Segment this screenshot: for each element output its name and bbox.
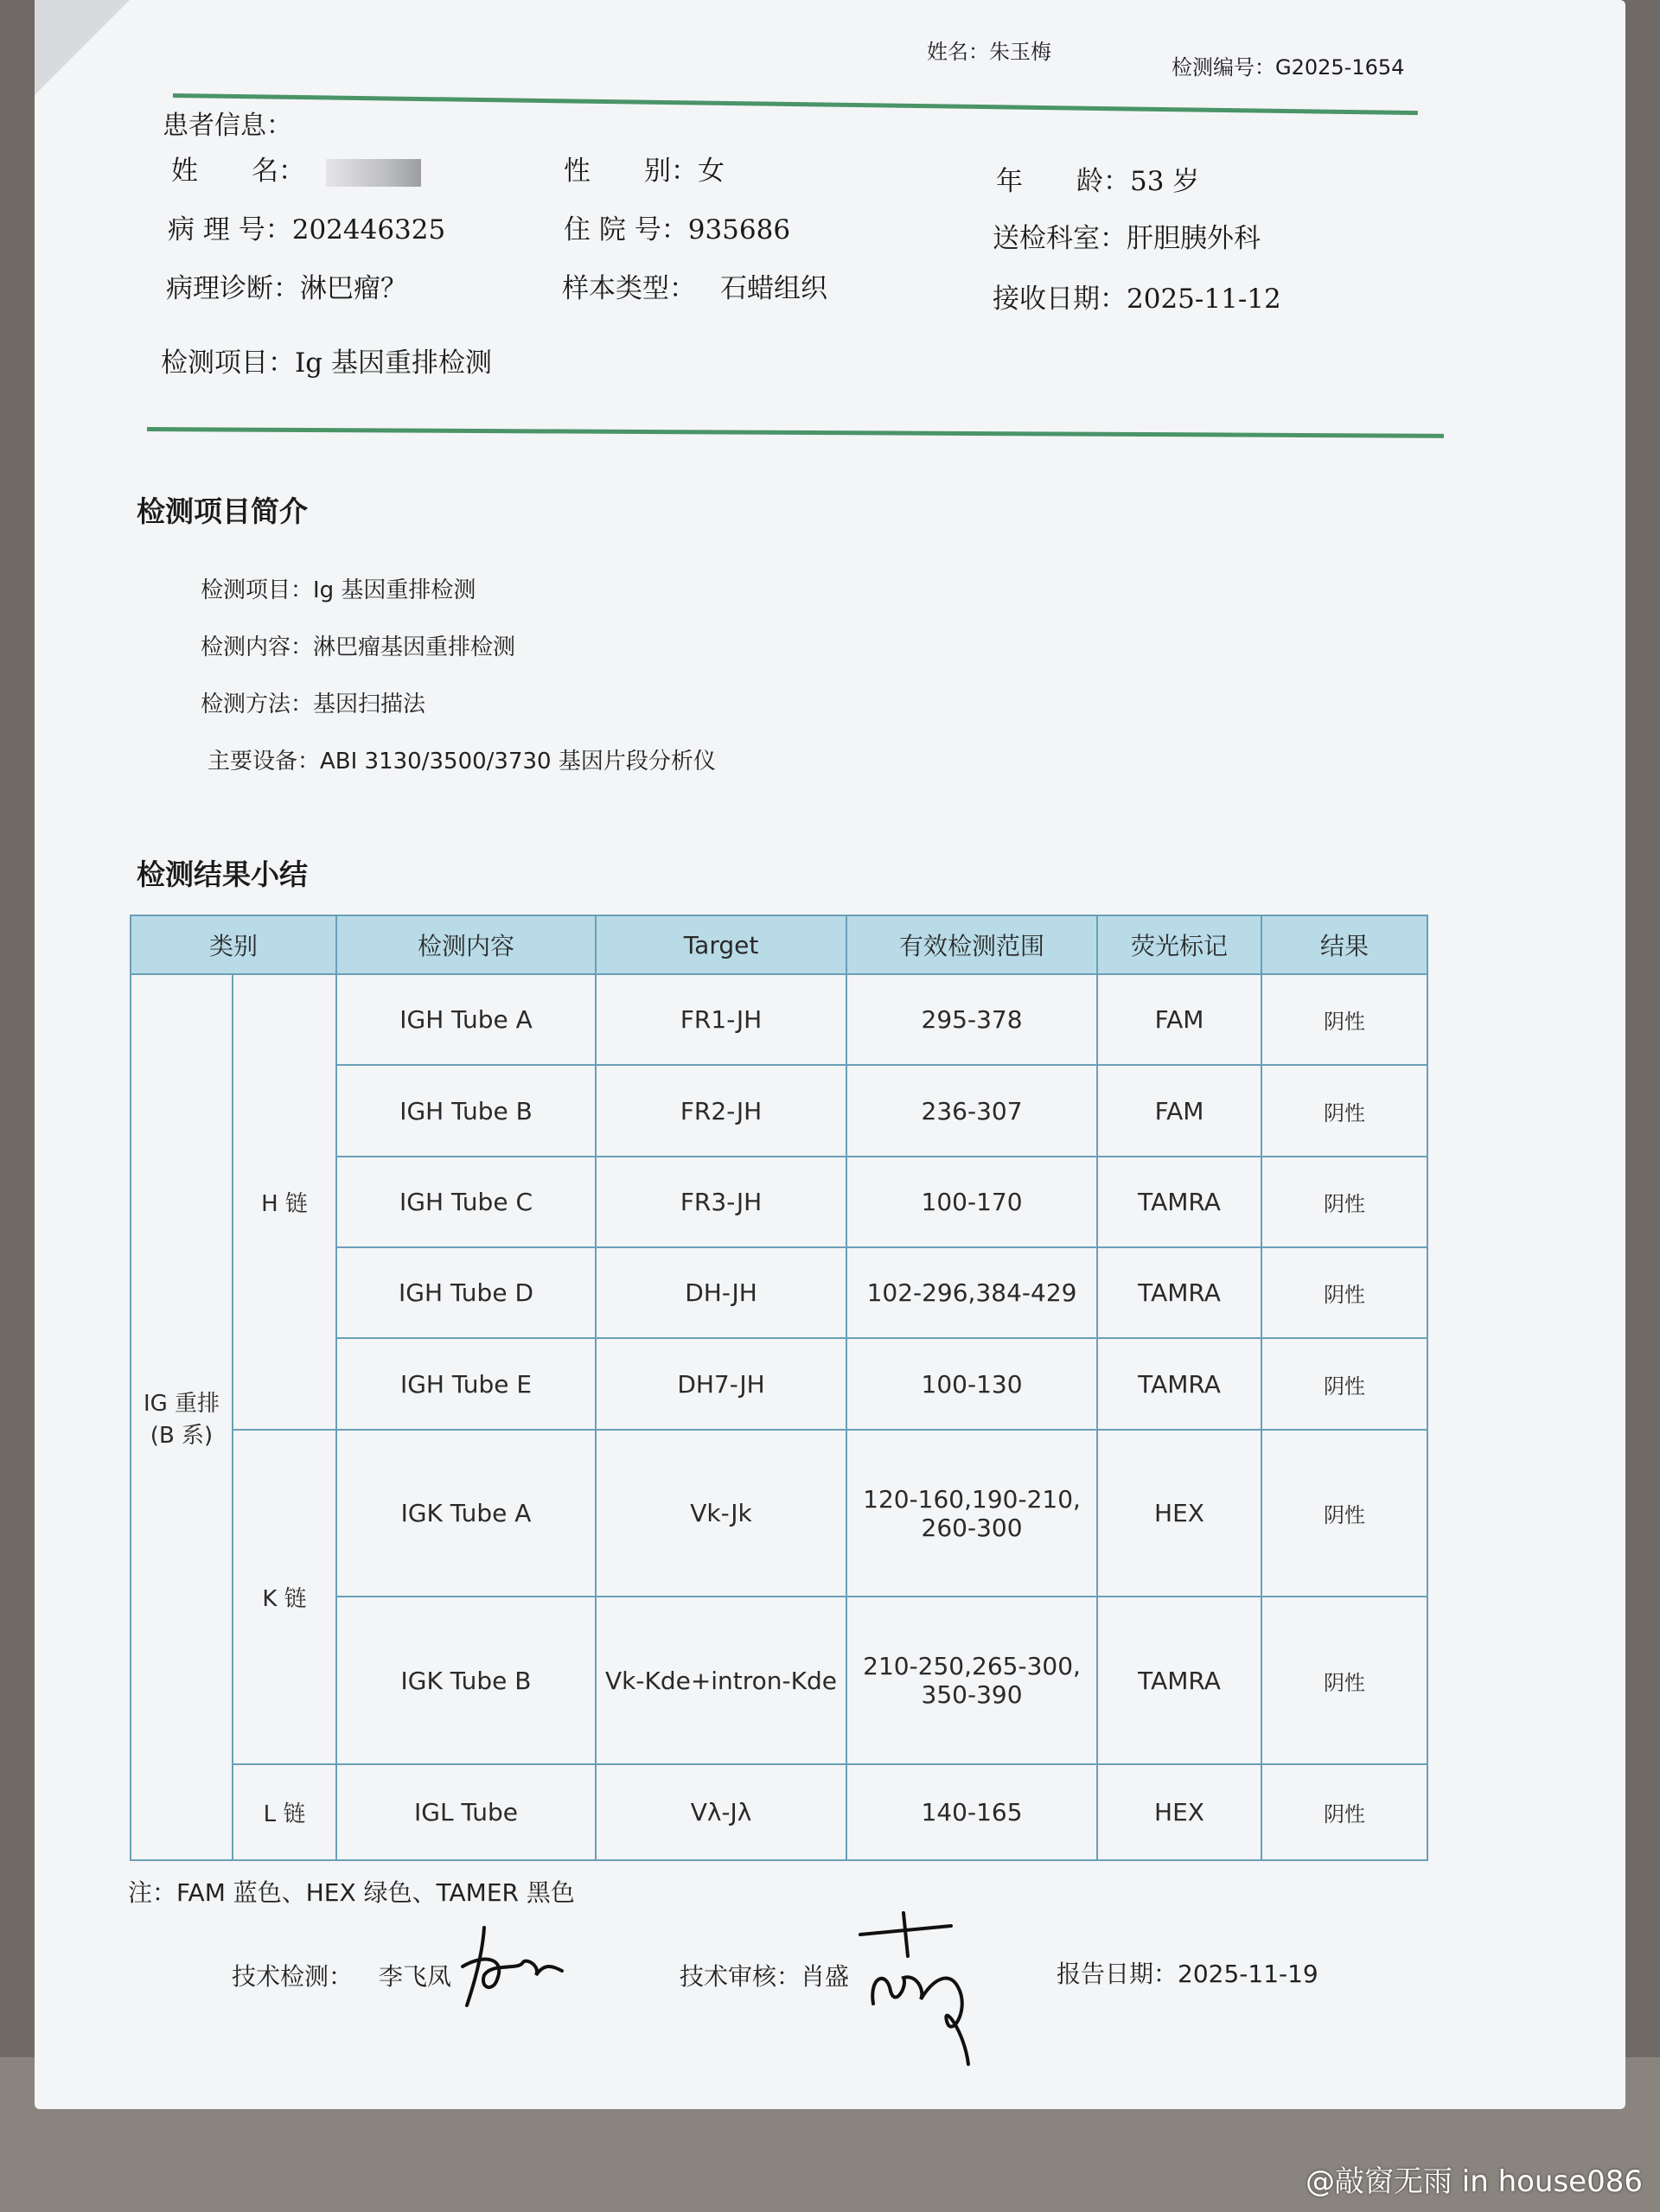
handwritten-signature-review bbox=[856, 1909, 986, 2069]
content-cell: IGH Tube B bbox=[336, 1065, 596, 1156]
label-cell: HEX bbox=[1097, 1764, 1261, 1860]
tech-check-name: 李飞凤 bbox=[379, 1962, 452, 1991]
col-header-range: 有效检测范围 bbox=[846, 915, 1097, 974]
result-cell: 阴性 bbox=[1261, 1764, 1427, 1860]
test-item-value: Ig 基因重排检测 bbox=[295, 347, 492, 379]
col-header-target: Target bbox=[596, 915, 846, 974]
table-row bbox=[131, 1764, 1427, 1860]
patient-age-label: 年 龄： bbox=[996, 166, 1130, 197]
intro-line: 主要设备：ABI 3130/3500/3730 基因片段分析仪 bbox=[208, 749, 716, 775]
k-chain-cell: K 链 bbox=[233, 1430, 336, 1764]
test-item-field bbox=[161, 341, 492, 379]
dept-label: 送检科室： bbox=[993, 223, 1127, 254]
paper-corner-fold bbox=[35, 0, 130, 95]
content-cell: IGK Tube A bbox=[336, 1430, 596, 1597]
label-cell: TAMRA bbox=[1097, 1597, 1261, 1764]
label-cell: FAM bbox=[1097, 1065, 1261, 1156]
col-header-label: 荧光标记 bbox=[1097, 915, 1261, 974]
content-cell: IGH Tube C bbox=[336, 1157, 596, 1247]
diagnosis-value: 淋巴瘤？ bbox=[300, 273, 407, 304]
intro-line: 检测方法：基因扫描法 bbox=[201, 692, 426, 717]
report-date-value: 2025-11-19 bbox=[1178, 1960, 1318, 1988]
dept-field bbox=[993, 216, 1261, 255]
table-header-row bbox=[131, 915, 1427, 974]
patient-age-value: 53 岁 bbox=[1130, 166, 1200, 197]
result-cell: 阴性 bbox=[1261, 1597, 1427, 1764]
header-name bbox=[927, 35, 1051, 65]
watermark: @敲窗无雨 in house086 bbox=[1305, 2164, 1643, 2199]
tech-review-name: 肖盛 bbox=[801, 1962, 850, 1991]
header-test-no-value: G2025-1654 bbox=[1275, 55, 1405, 80]
target-cell: FR3-JH bbox=[596, 1157, 846, 1247]
inpatient-label: 住 院 号： bbox=[564, 214, 688, 245]
patient-name-field bbox=[171, 149, 421, 188]
range-cell: 295-378 bbox=[846, 974, 1097, 1065]
content-cell: IGH Tube D bbox=[336, 1247, 596, 1338]
patient-name-label: 姓 名： bbox=[171, 156, 305, 187]
report-date-label: 报告日期： bbox=[1057, 1960, 1178, 1988]
intro-title: 检测项目简介 bbox=[137, 494, 308, 528]
label-cell: HEX bbox=[1097, 1430, 1261, 1597]
h-chain-cell: H 链 bbox=[233, 974, 336, 1430]
report-date bbox=[1057, 1955, 1318, 1990]
target-cell: Vk-Kde+intron-Kde bbox=[596, 1597, 846, 1764]
group-cell: IG 重排(B 系) bbox=[131, 974, 233, 1860]
received-value: 2025-11-12 bbox=[1127, 284, 1281, 315]
results-table bbox=[130, 915, 1428, 1861]
diagnosis-field bbox=[166, 266, 407, 305]
tech-review-label: 技术审核： bbox=[680, 1962, 801, 1991]
label-cell: TAMRA bbox=[1097, 1338, 1261, 1429]
header-test-no bbox=[1172, 50, 1404, 80]
sample-label: 样本类型： bbox=[562, 273, 696, 304]
tech-review bbox=[680, 1958, 849, 1992]
label-cell: TAMRA bbox=[1097, 1247, 1261, 1338]
range-cell: 102-296,384-429 bbox=[846, 1247, 1097, 1338]
col-header-content: 检测内容 bbox=[336, 915, 596, 974]
content-cell: IGL Tube bbox=[336, 1764, 596, 1860]
path-no-field bbox=[168, 207, 445, 246]
sample-field bbox=[562, 266, 827, 305]
target-cell: Vλ-Jλ bbox=[596, 1764, 846, 1860]
col-header-category: 类别 bbox=[131, 915, 336, 974]
range-cell: 100-170 bbox=[846, 1157, 1097, 1247]
range-cell: 140-165 bbox=[846, 1764, 1097, 1860]
label-cell: FAM bbox=[1097, 974, 1261, 1065]
patient-section-label: 患者信息： bbox=[163, 111, 292, 141]
target-cell: DH7-JH bbox=[596, 1338, 846, 1429]
sample-value: 石蜡组织 bbox=[720, 273, 827, 304]
received-field bbox=[993, 277, 1281, 316]
table-note: 注：FAM 蓝色、HEX 绿色、TAMER 黑色 bbox=[128, 1878, 575, 1907]
intro-line: 检测项目：Ig 基因重排检测 bbox=[201, 577, 476, 603]
content-cell: IGK Tube B bbox=[336, 1597, 596, 1764]
table-row bbox=[131, 1430, 1427, 1597]
range-cell: 120-160,190-210, 260-300 bbox=[846, 1430, 1097, 1597]
header-test-no-label: 检测编号： bbox=[1172, 55, 1275, 80]
header-name-label: 姓名： bbox=[927, 40, 989, 64]
patient-gender-field bbox=[564, 149, 725, 188]
target-cell: DH-JH bbox=[596, 1247, 846, 1338]
received-label: 接收日期： bbox=[993, 284, 1127, 315]
range-cell: 100-130 bbox=[846, 1338, 1097, 1429]
inpatient-field bbox=[564, 207, 790, 246]
diagnosis-label: 病理诊断： bbox=[166, 273, 300, 304]
inpatient-value: 935686 bbox=[687, 214, 791, 245]
summary-title: 检测结果小结 bbox=[137, 857, 308, 891]
content-cell: IGH Tube E bbox=[336, 1338, 596, 1429]
tech-check-label: 技术检测： bbox=[232, 1962, 354, 1991]
range-cell: 236-307 bbox=[846, 1065, 1097, 1156]
test-item-label: 检测项目： bbox=[161, 347, 295, 379]
target-cell: FR2-JH bbox=[596, 1065, 846, 1156]
target-cell: FR1-JH bbox=[596, 974, 846, 1065]
redacted-name bbox=[326, 159, 421, 187]
path-no-value: 202446325 bbox=[291, 214, 446, 245]
path-no-label: 病 理 号： bbox=[168, 214, 292, 245]
result-cell: 阴性 bbox=[1261, 1247, 1427, 1338]
result-cell: 阴性 bbox=[1261, 1338, 1427, 1429]
table-row bbox=[131, 974, 1427, 1065]
range-cell: 210-250,265-300, 350-390 bbox=[846, 1597, 1097, 1764]
patient-gender-value: 女 bbox=[698, 156, 725, 187]
result-cell: 阴性 bbox=[1261, 974, 1427, 1065]
patient-gender-label: 性 别： bbox=[564, 156, 698, 187]
label-cell: TAMRA bbox=[1097, 1157, 1261, 1247]
content-cell: IGH Tube A bbox=[336, 974, 596, 1065]
dept-value: 肝胆胰外科 bbox=[1127, 223, 1261, 254]
target-cell: Vk-Jk bbox=[596, 1430, 846, 1597]
tech-check bbox=[232, 1958, 451, 1992]
handwritten-signature-tech bbox=[458, 1919, 571, 2014]
result-cell: 阴性 bbox=[1261, 1065, 1427, 1156]
header-name-value: 朱玉梅 bbox=[989, 40, 1051, 64]
patient-age-field bbox=[996, 159, 1199, 198]
result-cell: 阴性 bbox=[1261, 1430, 1427, 1597]
result-cell: 阴性 bbox=[1261, 1157, 1427, 1247]
col-header-result: 结果 bbox=[1261, 915, 1427, 974]
intro-line: 检测内容：淋巴瘤基因重排检测 bbox=[201, 634, 516, 660]
l-chain-cell: L 链 bbox=[233, 1764, 336, 1860]
